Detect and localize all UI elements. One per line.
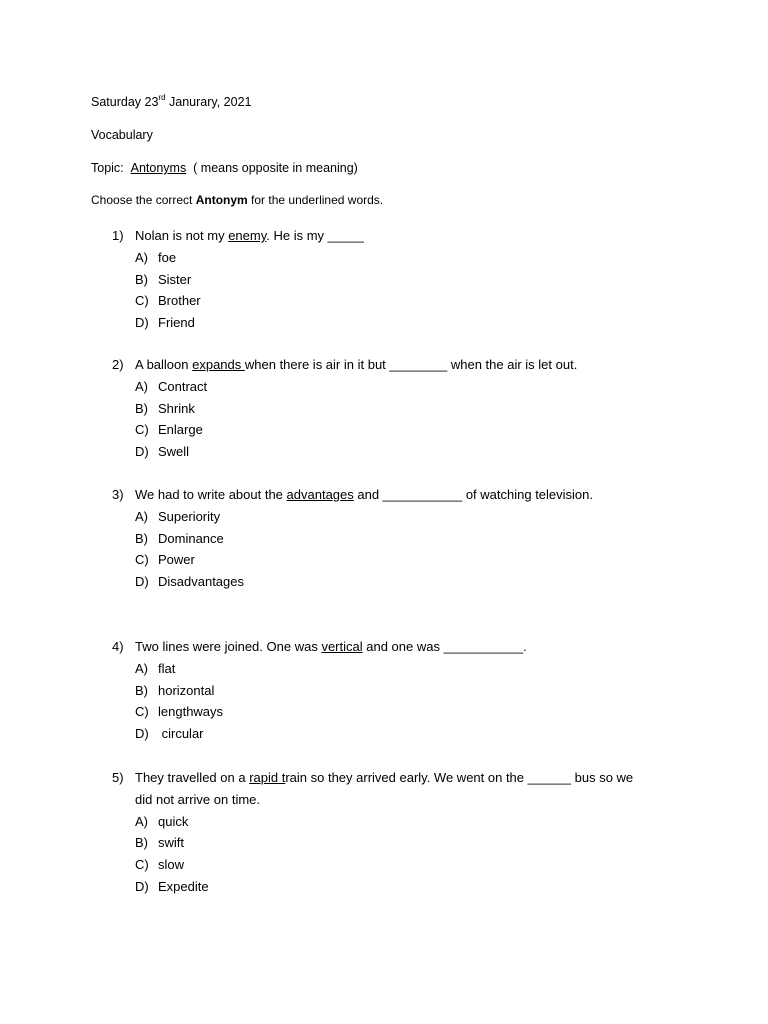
option-c: C) Brother	[135, 293, 201, 309]
underlined-word: vertical	[321, 639, 363, 654]
question-number: 1)	[112, 228, 124, 243]
option-d: D) Swell	[135, 444, 190, 460]
instruction-keyword: Antonym	[195, 193, 248, 207]
question-number: 4)	[112, 639, 124, 654]
option-a: A) Contract	[135, 378, 208, 394]
question-2	[112, 354, 712, 463]
question-text: Nolan is not my enemy. He is my _____	[135, 228, 364, 243]
date-ordinal-suffix: rd	[158, 93, 166, 102]
question-3	[112, 484, 712, 593]
subject-heading: Vocabulary	[91, 128, 153, 142]
question-text: They travelled on a rapid train so they arrived early. We went on the ______ bus so we	[135, 770, 634, 785]
question-text: A balloon expands when there is air in it but ________ when the air is let out.	[135, 357, 578, 372]
option-a: A) Superiority	[135, 508, 221, 524]
option-c: C) slow	[135, 857, 185, 873]
question-1	[112, 225, 712, 334]
option-d: D) Friend	[135, 315, 195, 331]
date-month-year: Janurary, 2021	[165, 95, 252, 109]
topic-label: Topic:	[91, 161, 124, 175]
option-b: B) swift	[135, 835, 184, 851]
option-b: B) Dominance	[135, 530, 224, 546]
option-b: B) Shrink	[135, 400, 195, 416]
option-c: C) lengthways	[135, 704, 224, 720]
question-text: Two lines were joined. One was vertical and one was ___________.	[135, 639, 527, 654]
options-list	[112, 506, 712, 593]
option-d: D) Disadvantages	[135, 574, 244, 590]
options-list	[112, 376, 712, 463]
question-4	[112, 636, 712, 745]
options-list	[112, 811, 712, 898]
option-b: B) horizontal	[135, 682, 215, 698]
topic-word: Antonyms	[130, 161, 187, 175]
option-c: C) Enlarge	[135, 422, 203, 438]
underlined-word: advantages	[286, 487, 354, 502]
question-number: 3)	[112, 487, 124, 502]
question-text-continued: did not arrive on time.	[135, 791, 261, 807]
instruction-text: Choose the correct	[91, 193, 196, 207]
options-list	[112, 658, 712, 745]
instruction-line	[91, 192, 383, 208]
option-d: D) circular	[135, 726, 204, 742]
date-text: Saturday 23	[91, 95, 159, 109]
question-text: We had to write about the advantages and ___________ of watching television.	[135, 487, 594, 502]
option-a: A) quick	[135, 813, 189, 829]
worksheet-date	[91, 94, 251, 110]
option-a: A) flat	[135, 660, 176, 676]
option-a: A) foe	[135, 249, 177, 265]
topic-line	[91, 160, 358, 176]
topic-note: ( means opposite in meaning)	[193, 161, 358, 175]
instruction-text-end: for the underlined words.	[247, 193, 384, 207]
underlined-word: enemy	[228, 228, 267, 243]
option-c: C) Power	[135, 552, 195, 568]
question-number: 5)	[112, 770, 124, 785]
underlined-word: expands	[192, 357, 245, 372]
underlined-word: rapid t	[249, 770, 286, 785]
option-d: D) Expedite	[135, 878, 209, 894]
options-list	[112, 247, 712, 334]
question-5	[112, 767, 712, 898]
option-b: B) Sister	[135, 271, 192, 287]
question-number: 2)	[112, 357, 124, 372]
